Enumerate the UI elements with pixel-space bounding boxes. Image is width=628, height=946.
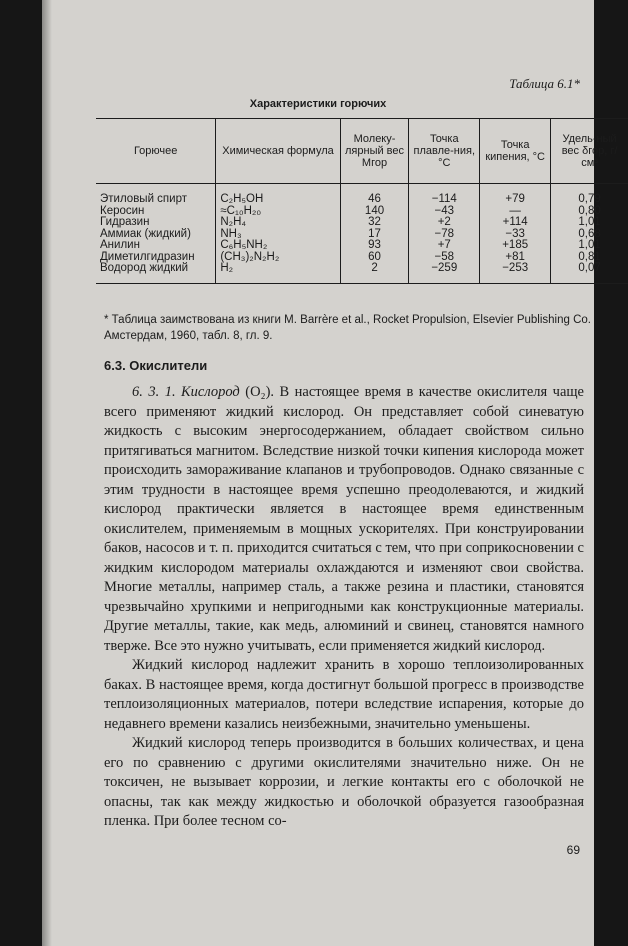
table-footnote: * Таблица заимствована из книги M. Barrère et al., Rocket Propulsion, Elsevier Publishing Co. Амстердам, 1960, табл. 8, гл. 9. — [104, 314, 591, 342]
paragraph-text: (O₂). В настоящее время в качестве окислителя чаще всего применяют жидкий кислород. Он представляет собой синеватую жидкость с высоким энергосодержанием, обладает свойством сильно притягиваться магнитом. Вследствие низкой точки кипения кислорода может происходить замораживание клапанов и трубопроводов. Однако связанные с этим трудности в настоящее время успешно преодолеваются, и жидкий кислород практически является в настоящее время единственным окислителем, применяемым в мощных ускорителях. При конструировании баков, насосов и т. п. приходится считаться с тем, что при соприкосновении с жидким кислородом материалы охлаждаются и изменяют свои свойства. Многие металлы, например сталь, а также резина и пластики, становятся чрезвычайно хрупкими и непригодными как конструкционные материалы. Другие металлы, такие, как медь, алюминий и свинец, становятся намного тверже. Все это нужно учитывать, если применяется жидкий кислород. — [104, 384, 584, 654]
cell-boiling-point: +185 — [480, 240, 551, 252]
page-number: 69 — [566, 843, 580, 857]
cell-molecular-weight: 17 — [340, 229, 409, 241]
cell-melting-point: −58 — [409, 252, 480, 264]
cell-density: 0,80 — [551, 206, 628, 218]
paragraph: Жидкий кислород теперь производится в больших количествах, и цена его по сравнению с другими окислителями значительно ниже. Он не токсичен, не вызывает коррозии, и легкие контакты его с оболочкой не опасны, так как между жидкостью и оболочкой образуется газообразная пленка. При более тесном со- — [104, 735, 584, 829]
table-row — [96, 229, 628, 241]
col-header-melting-point: Точка плавле-ния, °С — [409, 119, 480, 184]
table-row — [96, 206, 628, 218]
table-header-row — [96, 119, 628, 184]
cell-density: 1,01 — [551, 240, 628, 252]
cell-formula: NH₃ — [216, 229, 340, 241]
cell-molecular-weight: 2 — [340, 263, 409, 283]
col-header-formula: Химическая формула — [216, 119, 340, 184]
table-label: Таблица 6.1* — [509, 76, 580, 91]
cell-fuel: Водород жидкий — [96, 263, 216, 283]
cell-fuel: Этиловый спирт — [100, 193, 187, 205]
cell-boiling-point: — — [480, 206, 551, 218]
book-page — [42, 0, 618, 946]
cell-molecular-weight: 46 — [340, 194, 409, 206]
cell-fuel: Аммиак (жидкий) — [100, 227, 191, 240]
cell-density: 0,79 — [551, 194, 628, 206]
cell-melting-point: −78 — [409, 229, 480, 241]
cell-density: 1,01 — [551, 217, 628, 229]
cell-fuel: Диметилгидразин — [100, 250, 195, 263]
cell-density: 0,68 — [551, 229, 628, 241]
cell-melting-point: −43 — [409, 206, 480, 218]
cell-formula: (CH₃)₂N₂H₂ — [216, 252, 340, 264]
cell-fuel: Керосин — [100, 204, 145, 217]
paragraph: Жидкий кислород надлежит хранить в хорошо теплоизолированных баках. В настоящее время, когда достигнут большой прогресс в производстве теплоизоляционных материалов, потери вследствие испарения, которые до недавнего времени казались неизбежными, значительно уменьшены. — [104, 657, 584, 732]
table-row — [96, 263, 628, 283]
paragraph — [104, 383, 584, 656]
cell-molecular-weight: 93 — [340, 240, 409, 252]
body-text — [104, 383, 584, 832]
col-header-molecular-weight: Молеку-лярный вес Mгор — [340, 119, 409, 184]
cell-density: 0,07 — [551, 263, 628, 283]
fuel-characteristics-table — [96, 118, 628, 284]
cell-melting-point: −114 — [409, 194, 480, 206]
cell-molecular-weight: 32 — [340, 217, 409, 229]
cell-melting-point: +7 — [409, 240, 480, 252]
table-row — [96, 240, 628, 252]
cell-formula: H₂ — [216, 263, 340, 283]
col-header-density: Удель-ный вес δгор, г/см³ — [551, 119, 628, 184]
cell-boiling-point: +81 — [480, 252, 551, 264]
cell-molecular-weight: 60 — [340, 252, 409, 264]
cell-boiling-point: −33 — [480, 229, 551, 241]
table-title: Характеристики горючих — [249, 98, 387, 110]
cell-boiling-point: +114 — [480, 217, 551, 229]
cell-melting-point: −259 — [409, 263, 480, 283]
subsection-lead: 6. 3. 1. Кислород — [132, 384, 240, 400]
col-header-fuel: Горючее — [96, 119, 216, 184]
cell-melting-point: +2 — [409, 217, 480, 229]
table-row — [96, 194, 628, 206]
cell-molecular-weight: 140 — [340, 206, 409, 218]
col-header-boiling-point: Точка кипения, °С — [480, 119, 551, 184]
cell-boiling-point: −253 — [480, 263, 551, 283]
cell-formula: ≈C₁₀H₂₀ — [216, 206, 340, 218]
cell-fuel: Гидразин — [100, 216, 150, 228]
cell-formula: C₆H₅NH₂ — [216, 240, 340, 252]
cell-formula: C₂H₅OH — [216, 194, 340, 206]
cell-fuel: Анилин — [100, 239, 140, 251]
section-heading: 6.3. Окислители — [104, 358, 208, 373]
cell-boiling-point: +79 — [480, 194, 551, 206]
cell-density: 0,81 — [551, 252, 628, 264]
table-row — [96, 217, 628, 229]
cell-formula: N₂H₄ — [216, 217, 340, 229]
